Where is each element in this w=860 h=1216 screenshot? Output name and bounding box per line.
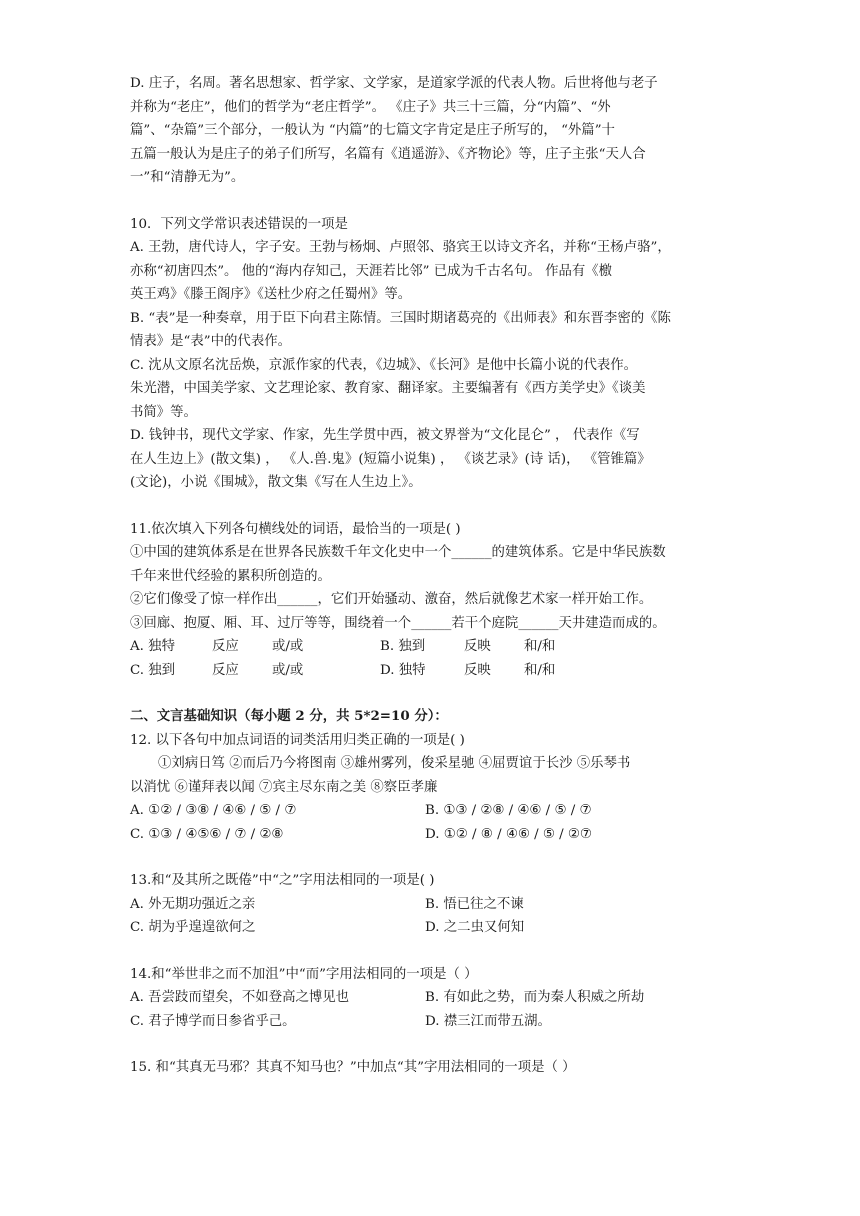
option-d: D. 之二虫又何知 bbox=[425, 920, 525, 935]
option-d-line: 在人生边上》(散文集) ， 《人.兽.鬼》(短篇小说集) ， 《谈艺录》(诗 话)， 《管锥篇》 bbox=[130, 451, 651, 467]
question-stem: 12. 以下各句中加点词语的词类活用归类正确的一项是( ) bbox=[130, 732, 465, 748]
option-d: D. 独特 bbox=[380, 662, 426, 678]
option-c-word2: 反应 bbox=[212, 662, 239, 678]
option-b-word3: 和/和 bbox=[524, 639, 556, 654]
option-b: B. 悟已往之不谏 bbox=[425, 896, 524, 912]
option-c: C. 君子博学而日参省乎己。 bbox=[130, 1013, 296, 1029]
text-line: 篇”、“杂篇”三个部分，一般认为 “内篇”的七篇文字肯定是庄子所写的， “外篇”十 bbox=[130, 123, 615, 138]
section-heading: 二、文言基础知识（每小题 2 分，共 5*2=10 分）： bbox=[130, 708, 448, 724]
option-d-word2: 反映 bbox=[464, 662, 491, 678]
question-stem: 14.和“举世非之而不加沮”中“而”字用法相同的一项是（ ） bbox=[130, 966, 478, 982]
options-row-ab bbox=[130, 986, 730, 1010]
option-a: A. 吾尝跂而望矣，不如登高之博见也 bbox=[130, 990, 350, 1005]
options-row-cd bbox=[130, 916, 730, 940]
option-a-line: 英王鸡》《滕王阁序》《送杜少府之任蜀州》等。 bbox=[130, 287, 412, 302]
option-c-word3: 或/或 bbox=[272, 662, 304, 678]
options-row-ab bbox=[130, 893, 730, 917]
option-a-word2: 反应 bbox=[212, 639, 239, 654]
sentence-2: ②它们像受了惊一样作出______，它们开始骚动、激奋，然后就像艺术家一样开始工作。 bbox=[130, 592, 653, 607]
options-row-cd bbox=[130, 823, 730, 847]
option-a-line: A. 王勃，唐代诗人，字子安。王勃与杨炯、卢照邻、骆宾王以诗文齐名，并称“王杨卢骆”， bbox=[130, 240, 671, 255]
items-line: 以消忧 ⑥谨拜表以闻 ⑦宾主尽东南之美 ⑧察臣孝廉 bbox=[130, 779, 438, 795]
text-line: 并称为“老庄”，他们的哲学为“老庄哲学”。 《庄子》共三十三篇，分“内篇”、“外 bbox=[130, 99, 611, 115]
question-stem: 15. 和“其真无马邪？其真不知马也？”中加点“其”字用法相同的一项是（ ） bbox=[130, 1060, 576, 1075]
option-d-line: D. 钱钟书，现代文学家、作家，先生学贯中西，被文界誉为“文化昆仑” ， 代表作《写 bbox=[130, 428, 640, 443]
option-a: A. 独特 bbox=[130, 639, 175, 654]
option-d-line: (文论)，小说《围城》，散文集《写在人生边上》。 bbox=[130, 475, 422, 490]
option-b: B. 独到 bbox=[380, 639, 426, 654]
question-15 bbox=[130, 1056, 730, 1080]
question-13 bbox=[130, 869, 730, 940]
sentence-3: ③回廊、抱厦、厢、耳、过厅等等，围绕着一个______若干个庭院______天井建造而成的。 bbox=[130, 615, 666, 631]
options-row-ab bbox=[130, 799, 730, 823]
option-a-word3: 或/或 bbox=[272, 639, 304, 654]
options-row-cd bbox=[130, 1010, 730, 1034]
text-line: 五篇一般认为是庄子的弟子们所写，名篇有《逍遥游》、《齐物论》等，庄子主张“天人合 bbox=[130, 146, 646, 162]
option-c-line: 书简》等。 bbox=[130, 404, 197, 420]
options-row-ab bbox=[130, 635, 730, 659]
option-c-line: 朱光潜，中国美学家、文艺理论家、教育家、翻译家。主要编著有《西方美学史》《谈美 bbox=[130, 381, 646, 396]
question-14 bbox=[130, 963, 730, 1034]
option-b: B. 有如此之势，而为秦人积威之所劫 bbox=[425, 990, 645, 1005]
option-c: C. ①③ / ④⑤⑥ / ⑦ / ②⑧ bbox=[130, 826, 284, 842]
question-stem: 11.依次填入下列各句横线处的词语，最恰当的一项是( ) bbox=[130, 521, 461, 537]
question-11 bbox=[130, 518, 730, 683]
question-stem: 10．下列文学常识表述错误的一项是 bbox=[130, 216, 348, 232]
question-9-option-d bbox=[130, 72, 730, 190]
option-c-line: C. 沈从文原名沈岳焕，京派作家的代表，《边城》、《长河》是他中长篇小说的代表作。 bbox=[130, 357, 638, 373]
option-b-line: B. “表”是一种奏章，用于臣下向君主陈情。三国时期诸葛亮的《出师表》和东晋李密的《陈 bbox=[130, 310, 671, 326]
items-line: ①刘病日笃 ②而后乃今将图南 ③雄州雾列，俊采星驰 ④屈贾谊于长沙 ⑤乐琴书 bbox=[158, 756, 631, 771]
sentence-1-cont: 千年来世代经验的累积所创造的。 bbox=[130, 568, 331, 584]
text-line: 一”和“清静无为”。 bbox=[130, 170, 245, 185]
option-c: C. 独到 bbox=[130, 662, 176, 678]
option-b-line: 情表》是“表”中的代表作。 bbox=[130, 334, 291, 349]
option-a-line: 亦称“初唐四杰”。 他的“海内存知己，天涯若比邻” 已成为千古名句。 作品有《檄 bbox=[130, 263, 613, 279]
question-12 bbox=[130, 729, 730, 847]
option-a: A. ①② / ③⑧ / ④⑥ / ⑤ / ⑦ bbox=[130, 803, 297, 818]
option-b-word2: 反映 bbox=[464, 639, 491, 654]
option-c: C. 胡为乎遑遑欲何之 bbox=[130, 920, 256, 935]
question-10 bbox=[130, 213, 730, 495]
option-a: A. 外无期功强近之亲 bbox=[130, 896, 256, 912]
option-d: D. 襟三江而带五湖。 bbox=[425, 1013, 551, 1029]
option-b: B. ①③ / ②⑧ / ④⑥ / ⑤ / ⑦ bbox=[425, 803, 592, 818]
sentence-1: ①中国的建筑体系是在世界各民族数千年文化史中一个______的建筑体系。它是中华民族数 bbox=[130, 545, 666, 560]
question-stem: 13.和“及其所之既倦”中“之”字用法相同的一项是( ) bbox=[130, 873, 435, 888]
option-d: D. ①② / ⑧ / ④⑥ / ⑤ / ②⑦ bbox=[425, 826, 592, 842]
text-line: D. 庄子，名周。著名思想家、哲学家、文学家，是道家学派的代表人物。后世将他与老子 bbox=[130, 76, 658, 91]
options-row-cd bbox=[130, 659, 730, 683]
exam-page bbox=[130, 72, 730, 1080]
option-d-word3: 和/和 bbox=[524, 662, 556, 678]
